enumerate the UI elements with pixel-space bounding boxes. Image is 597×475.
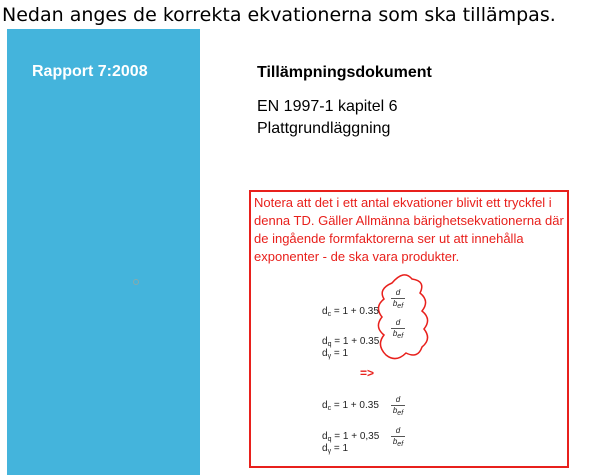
product-fraction: d bef bbox=[392, 395, 404, 417]
equation-dq-misprint: $d_q = 1 + 0.35$ bbox=[322, 336, 380, 348]
document-standard: EN 1997-1 kapitel 6 bbox=[257, 98, 398, 115]
equation-dgamma-correct: $d_\gamma = 1$ bbox=[322, 443, 349, 455]
equation-dgamma-misprint: $d_\gamma = 1$ bbox=[322, 348, 349, 360]
caption: Nedan anges de korrekta ekvationerna som ska tillämpas. bbox=[2, 4, 556, 26]
exponent-fraction: d bef bbox=[392, 318, 404, 340]
correction-arrow: => bbox=[360, 366, 375, 380]
equation-dc-misprint: $d_c = 1 + 0.35$ bbox=[322, 306, 379, 318]
product-fraction: d bef bbox=[392, 426, 404, 448]
document-title: Tillämpningsdokument bbox=[257, 64, 432, 81]
correction-note-text: Notera att det i ett antal ekvationer blivit ett tryckfel i denna TD. Gäller Allmänna bärighetsekvationerna där de ingående formfaktorerna ser ut att innehålla exponenter - de ska vara produkter. bbox=[254, 195, 564, 264]
exponent-fraction: d bef bbox=[392, 288, 404, 310]
document-subject: Plattgrundläggning bbox=[257, 120, 391, 137]
equation-dc-correct: $d_c = 1 + 0.35$ bbox=[322, 400, 379, 412]
equation-dq-correct: $d_q = 1 + 0,35$ bbox=[322, 431, 380, 443]
report-number: Rapport 7:2008 bbox=[32, 63, 148, 80]
